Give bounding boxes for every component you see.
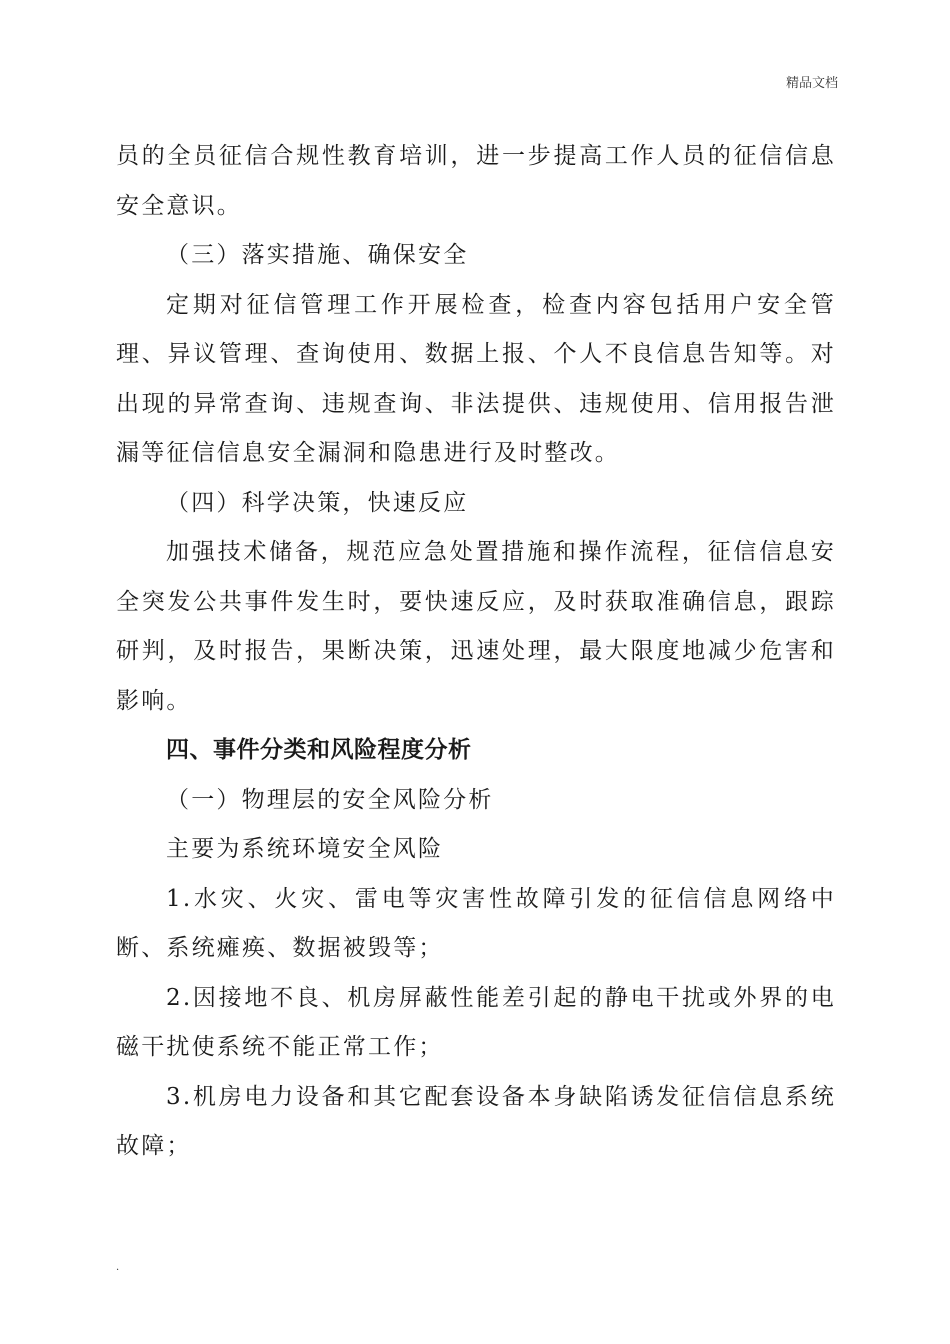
page-header-label: 精品文档	[785, 76, 838, 91]
document-body	[116, 132, 836, 1172]
footer-mark: .	[116, 1262, 120, 1273]
paragraph-continuation: 员的全员征信合规性教育培训，进一步提高工作人员的征信信息安全意识。	[116, 143, 836, 219]
list-item-3: 3.机房电力设备和其它配套设备本身缺陷诱发征信信息系统故障；	[116, 1083, 836, 1159]
section-heading-3: （三）落实措施、确保安全	[166, 242, 469, 268]
paragraph-intro: 主要为系统环境安全风险	[166, 836, 444, 862]
section-heading-4: （四）科学决策，快速反应	[166, 489, 469, 516]
paragraph-response: 加强技术储备，规范应急处置措施和操作流程，征信信息安全突发公共事件发生时，要快速反应，及时获取准确信息，跟踪研判，及时报告，果断决策，迅速处理，最大限度地减少危害和影响。	[116, 539, 836, 714]
chapter-heading-4: 四、事件分类和风险程度分析	[166, 737, 472, 763]
section-heading-1: （一）物理层的安全风险分析	[166, 786, 494, 813]
paragraph-inspection: 定期对征信管理工作开展检查，检查内容包括用户安全管理、异议管理、查询使用、数据上报、个人不良信息告知等。对出现的异常查询、违规查询、非法提供、违规使用、信用报告泄漏等征信信息安全漏洞和隐患进行及时整改。	[116, 291, 836, 466]
list-item-1: 1.水灾、火灾、雷电等灾害性故障引发的征信信息网络中断、系统瘫痪、数据被毁等；	[116, 885, 836, 961]
list-item-2: 2.因接地不良、机房屏蔽性能差引起的静电干扰或外界的电磁干扰使系统不能正常工作；	[116, 984, 836, 1060]
